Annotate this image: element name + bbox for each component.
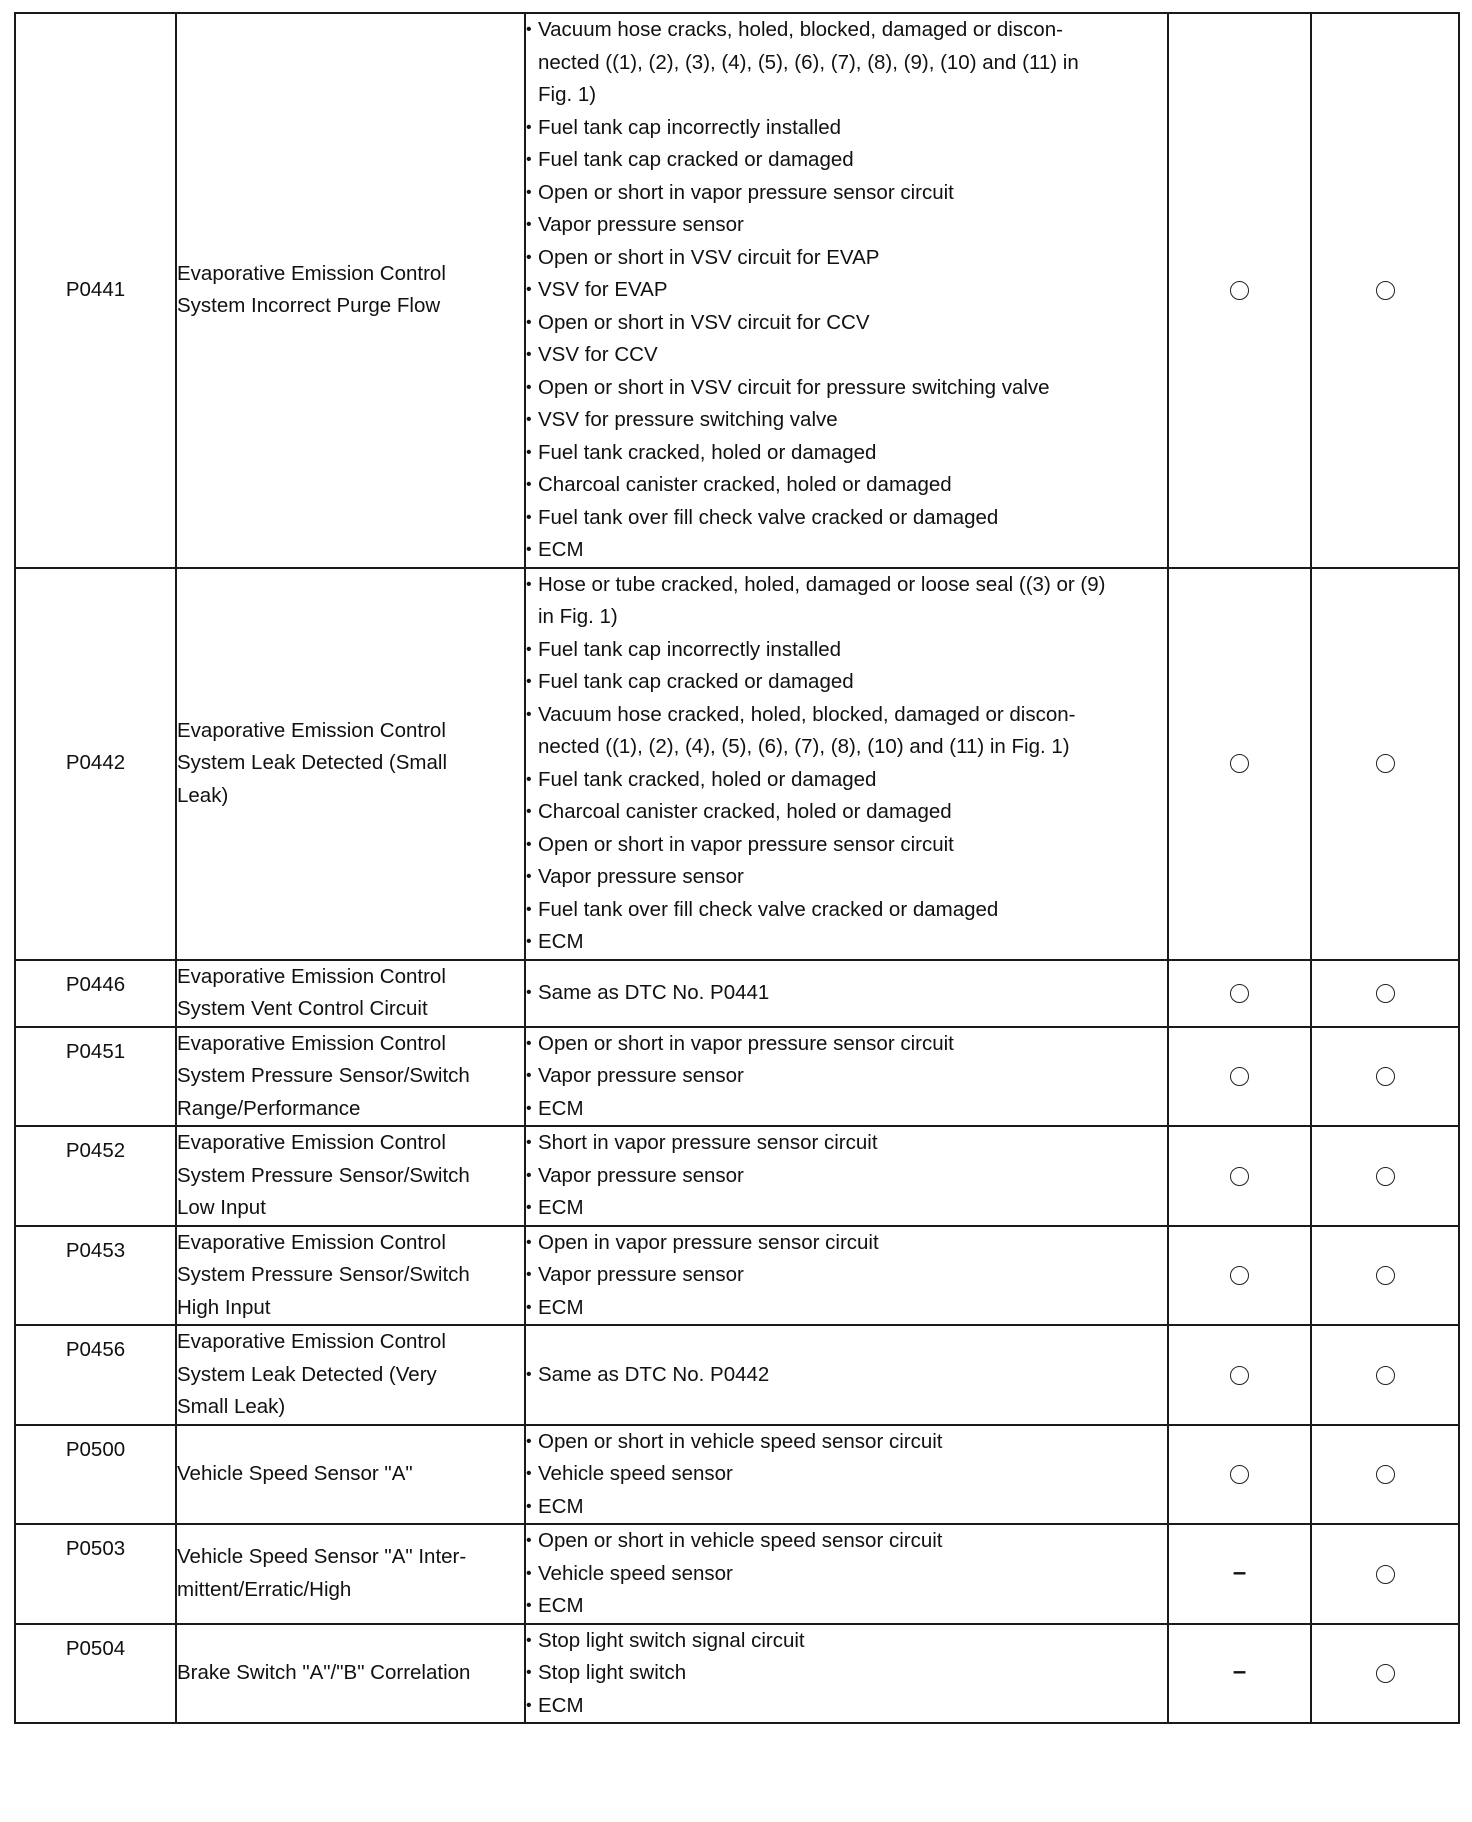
trouble-area-text: Fig. 1): [538, 83, 597, 106]
trouble-area-text: Open or short in vehicle speed sensor circuit: [538, 1429, 943, 1453]
dash-icon: –: [1232, 1558, 1247, 1586]
bullet-icon: •: [526, 933, 532, 950]
list-item: [526, 14, 1167, 112]
trouble-area-list: [526, 1359, 1167, 1392]
list-item: [526, 209, 1167, 242]
list-item: [526, 1292, 1167, 1325]
table-row: [15, 1524, 1459, 1624]
list-item: [526, 144, 1167, 177]
detection-item-text: Evaporative Emission Control: [177, 718, 446, 742]
trouble-area-cell: [525, 1425, 1168, 1525]
detection-item-text: mittent/Erratic/High: [177, 1577, 352, 1601]
bullet-icon: •: [526, 21, 532, 38]
trouble-area-text: Open or short in vapor pressure sensor circuit: [538, 832, 954, 856]
trouble-area-text: Open or short in VSV circuit for pressure switching valve: [538, 375, 1050, 399]
memory-cell: [1311, 13, 1459, 568]
trouble-area-text: Fuel tank cracked, holed or damaged: [538, 767, 877, 791]
mil-cell: [1168, 568, 1311, 960]
trouble-area-text: ECM: [538, 1096, 584, 1120]
trouble-area-text: Short in vapor pressure sensor circuit: [538, 1131, 878, 1154]
list-item: [526, 1127, 1167, 1160]
dtc-code: P0441: [65, 278, 126, 301]
bullet-icon: •: [526, 1631, 532, 1649]
list-item: [526, 1558, 1167, 1591]
list-item: [526, 634, 1167, 667]
detection-item-text: System Leak Detected (Very: [177, 1362, 437, 1386]
detection-item-cell: [176, 568, 525, 960]
list-item: [526, 1093, 1167, 1126]
mil-cell: [1168, 13, 1311, 568]
bullet-icon: •: [526, 673, 532, 690]
circle-icon: [1230, 1465, 1249, 1484]
list-item: [526, 1458, 1167, 1491]
list-item: [526, 861, 1167, 894]
memory-cell: [1311, 1624, 1459, 1724]
bullet-icon: •: [526, 770, 532, 788]
dtc-code-cell: [15, 1524, 176, 1624]
trouble-area-text: Open or short in vehicle speed sensor circuit: [538, 1529, 943, 1552]
memory-cell: [1311, 1325, 1459, 1425]
circle-icon: [1376, 1266, 1395, 1285]
table-row: [15, 960, 1459, 1027]
list-item: [526, 469, 1167, 502]
list-item: [526, 1028, 1167, 1061]
bullet-icon: •: [526, 868, 532, 885]
bullet-icon: •: [526, 541, 532, 558]
list-item: [526, 1160, 1167, 1193]
circle-icon: [1230, 1167, 1249, 1186]
detection-item-text: System Leak Detected (Small: [177, 751, 448, 775]
trouble-area-cell: [525, 1624, 1168, 1724]
list-item: [526, 1259, 1167, 1292]
bullet-icon: •: [526, 1034, 532, 1052]
memory-cell: [1311, 1524, 1459, 1624]
bullet-icon: •: [526, 118, 532, 136]
bullet-icon: •: [526, 248, 532, 266]
list-item: [526, 1690, 1167, 1723]
detection-item-text: Evaporative Emission Control: [177, 1230, 446, 1254]
trouble-area-text: ECM: [538, 538, 584, 561]
list-item: [526, 1060, 1167, 1093]
detection-item-text: High Input: [177, 1295, 271, 1319]
trouble-area-text: Stop light switch signal circuit: [538, 1628, 805, 1652]
bullet-icon: •: [526, 1233, 532, 1251]
trouble-area-text: Vapor pressure sensor: [538, 1163, 744, 1187]
dtc-table: [14, 12, 1460, 1724]
trouble-area-text: Fuel tank cap incorrectly installed: [538, 115, 842, 139]
detection-item-cell: [176, 1624, 525, 1724]
bullet-icon: •: [526, 1465, 532, 1482]
trouble-area-cell: [525, 1027, 1168, 1127]
detection-item-text: Evaporative Emission Control: [177, 964, 446, 988]
list-item: [526, 796, 1167, 829]
mil-cell: [1168, 1624, 1311, 1724]
table-row: [15, 1425, 1459, 1525]
trouble-area-text: Vapor pressure sensor: [538, 213, 744, 236]
circle-icon: [1376, 1167, 1395, 1186]
dtc-table-body: [15, 13, 1459, 1723]
trouble-area-list: [526, 14, 1167, 567]
mil-cell: [1168, 1027, 1311, 1127]
list-item: [526, 1227, 1167, 1260]
dtc-code: P0451: [65, 1039, 126, 1063]
circle-icon: [1230, 1067, 1249, 1086]
trouble-area-text: VSV for CCV: [538, 343, 658, 366]
dtc-code-cell: [15, 1425, 176, 1525]
trouble-area-cell: [525, 1126, 1168, 1226]
circle-icon: [1230, 1266, 1249, 1285]
trouble-area-text: nected ((1), (2), (4), (5), (6), (7), (8), (10) and (11) in Fig. 1): [538, 735, 1070, 758]
trouble-area-text: Charcoal canister cracked, holed or damaged: [538, 800, 952, 823]
bullet-icon: •: [526, 1432, 532, 1450]
circle-icon: [1376, 281, 1395, 300]
bullet-icon: •: [526, 1597, 532, 1614]
bullet-icon: •: [526, 281, 532, 298]
circle-icon: [1230, 1366, 1249, 1385]
dtc-code: P0446: [65, 972, 126, 996]
bullet-icon: •: [526, 476, 532, 493]
dtc-code-cell: [15, 1624, 176, 1724]
trouble-area-text: ECM: [538, 1494, 584, 1518]
mil-cell: [1168, 1226, 1311, 1326]
dtc-code-cell: [15, 1027, 176, 1127]
trouble-area-list: [526, 569, 1167, 959]
dtc-code: P0442: [65, 751, 126, 775]
bullet-icon: •: [526, 1166, 532, 1184]
list-item: [526, 242, 1167, 275]
circle-icon: [1376, 1366, 1395, 1385]
bullet-icon: •: [526, 443, 532, 461]
trouble-area-text: Fuel tank cap incorrectly installed: [538, 637, 842, 661]
detection-item-text: Leak): [177, 783, 229, 807]
trouble-area-cell: [525, 1325, 1168, 1425]
trouble-area-cell: [525, 1226, 1168, 1326]
detection-item-text: System Pressure Sensor/Switch: [177, 1263, 470, 1286]
trouble-area-list: [526, 1525, 1167, 1623]
bullet-icon: •: [526, 1266, 532, 1283]
list-item: [526, 699, 1167, 764]
detection-item-cell: [176, 1126, 525, 1226]
table-row: [15, 1226, 1459, 1326]
dtc-code-cell: [15, 1126, 176, 1226]
bullet-icon: •: [526, 1199, 532, 1216]
detection-item-cell: [176, 1425, 525, 1525]
trouble-area-text: Open or short in VSV circuit for CCV: [538, 310, 870, 334]
dtc-code: P0503: [65, 1537, 126, 1560]
dtc-code: P0453: [65, 1238, 126, 1262]
memory-cell: [1311, 568, 1459, 960]
list-item: [526, 1625, 1167, 1658]
bullet-icon: •: [526, 803, 532, 820]
detection-item-text: Range/Performance: [177, 1096, 361, 1120]
trouble-area-text: Open or short in vapor pressure sensor circuit: [538, 180, 954, 204]
detection-item-cell: [176, 960, 525, 1027]
trouble-area-text: in Fig. 1): [538, 605, 618, 628]
mil-cell: [1168, 1524, 1311, 1624]
list-item: [526, 339, 1167, 372]
detection-item-cell: [176, 1226, 525, 1326]
table-row: [15, 1027, 1459, 1127]
bullet-icon: •: [526, 346, 532, 363]
trouble-area-list: [526, 1625, 1167, 1723]
dtc-code-cell: [15, 960, 176, 1027]
trouble-area-text: ECM: [538, 1295, 584, 1319]
circle-icon: [1230, 281, 1249, 300]
trouble-area-text: nected ((1), (2), (3), (4), (5), (6), (7), (8), (9), (10) and (11) in: [538, 50, 1079, 74]
bullet-icon: •: [526, 183, 532, 201]
trouble-area-cell: [525, 960, 1168, 1027]
trouble-area-text: Fuel tank cap cracked or damaged: [538, 670, 854, 693]
detection-item-cell: [176, 1027, 525, 1127]
table-row: [15, 1126, 1459, 1226]
trouble-area-text: VSV for EVAP: [538, 278, 668, 301]
mil-cell: [1168, 960, 1311, 1027]
trouble-area-text: Hose or tube cracked, holed, damaged or loose seal ((3) or (9): [538, 572, 1106, 596]
trouble-area-cell: [525, 13, 1168, 568]
dtc-code: P0456: [65, 1338, 126, 1361]
circle-icon: [1376, 1664, 1395, 1683]
memory-cell: [1311, 1027, 1459, 1127]
list-item: [526, 666, 1167, 699]
trouble-area-text: Vehicle speed sensor: [538, 1462, 733, 1485]
detection-item-text: Vehicle Speed Sensor "A" Inter-: [177, 1545, 467, 1569]
detection-item-text: Evaporative Emission Control: [177, 1131, 446, 1154]
page: [14, 12, 1458, 1724]
table-row: [15, 13, 1459, 568]
bullet-icon: •: [526, 1134, 532, 1151]
dtc-code: P0500: [65, 1437, 126, 1461]
circle-icon: [1376, 1565, 1395, 1584]
dtc-code-cell: [15, 1226, 176, 1326]
bullet-icon: •: [526, 411, 532, 428]
trouble-area-text: Open in vapor pressure sensor circuit: [538, 1230, 879, 1254]
list-item: [526, 274, 1167, 307]
bullet-icon: •: [526, 1099, 532, 1117]
trouble-area-text: ECM: [538, 930, 584, 953]
list-item: [526, 894, 1167, 927]
list-item: [526, 437, 1167, 470]
list-item: [526, 764, 1167, 797]
bullet-icon: •: [526, 1532, 532, 1549]
trouble-area-text: Vacuum hose cracked, holed, blocked, damaged or discon-: [538, 702, 1076, 726]
trouble-area-list: [526, 1227, 1167, 1325]
bullet-icon: •: [526, 313, 532, 331]
dtc-code-cell: [15, 568, 176, 960]
trouble-area-text: Vapor pressure sensor: [538, 865, 744, 888]
dtc-code-cell: [15, 13, 176, 568]
trouble-area-text: Fuel tank cap cracked or damaged: [538, 148, 854, 171]
detection-item-text: Brake Switch "A"/"B" Correlation: [177, 1661, 471, 1684]
bullet-icon: •: [526, 1564, 532, 1582]
trouble-area-text: ECM: [538, 1693, 584, 1717]
detection-item-text: System Pressure Sensor/Switch: [177, 1163, 470, 1187]
trouble-area-text: Open or short in vapor pressure sensor circuit: [538, 1031, 954, 1055]
circle-icon: [1376, 1465, 1395, 1484]
detection-item-cell: [176, 1524, 525, 1624]
circle-icon: [1376, 984, 1395, 1003]
list-item: [526, 1657, 1167, 1690]
trouble-area-text: Vapor pressure sensor: [538, 1064, 744, 1087]
bullet-icon: •: [526, 1696, 532, 1714]
trouble-area-text: Vehicle speed sensor: [538, 1561, 733, 1585]
bullet-icon: •: [526, 575, 532, 593]
trouble-area-text: Fuel tank over fill check valve cracked or damaged: [538, 505, 999, 529]
bullet-icon: •: [526, 378, 532, 396]
trouble-area-text: Same as DTC No. P0441: [538, 980, 770, 1004]
list-item: [526, 1590, 1167, 1623]
detection-item-text: Low Input: [177, 1196, 266, 1219]
dtc-code: P0504: [65, 1636, 126, 1660]
trouble-area-cell: [525, 1524, 1168, 1624]
detection-item-cell: [176, 1325, 525, 1425]
circle-icon: [1230, 984, 1249, 1003]
trouble-area-list: [526, 1127, 1167, 1225]
list-item: [526, 926, 1167, 959]
list-item: [526, 404, 1167, 437]
table-row: [15, 1624, 1459, 1724]
list-item: [526, 569, 1167, 634]
trouble-area-text: VSV for pressure switching valve: [538, 408, 838, 431]
trouble-area-text: Same as DTC No. P0442: [538, 1362, 770, 1386]
memory-cell: [1311, 1126, 1459, 1226]
table-row: [15, 568, 1459, 960]
bullet-icon: •: [526, 1067, 532, 1084]
mil-cell: [1168, 1425, 1311, 1525]
trouble-area-text: ECM: [538, 1594, 584, 1617]
list-item: [526, 1359, 1167, 1392]
list-item: [526, 502, 1167, 535]
bullet-icon: •: [526, 835, 532, 853]
trouble-area-list: [526, 977, 1167, 1010]
list-item: [526, 1491, 1167, 1524]
mil-cell: [1168, 1126, 1311, 1226]
bullet-icon: •: [526, 1298, 532, 1316]
list-item: [526, 112, 1167, 145]
list-item: [526, 977, 1167, 1010]
bullet-icon: •: [526, 151, 532, 168]
dtc-code-cell: [15, 1325, 176, 1425]
list-item: [526, 1525, 1167, 1558]
bullet-icon: •: [526, 900, 532, 918]
list-item: [526, 372, 1167, 405]
trouble-area-cell: [525, 568, 1168, 960]
trouble-area-text: Vapor pressure sensor: [538, 1263, 744, 1286]
detection-item-text: System Vent Control Circuit: [177, 997, 428, 1020]
table-row: [15, 1325, 1459, 1425]
bullet-icon: •: [526, 1365, 532, 1383]
trouble-area-list: [526, 1426, 1167, 1524]
bullet-icon: •: [526, 705, 532, 723]
trouble-area-text: ECM: [538, 1196, 584, 1219]
bullet-icon: •: [526, 1497, 532, 1515]
detection-item-text: Vehicle Speed Sensor "A": [177, 1462, 413, 1485]
memory-cell: [1311, 960, 1459, 1027]
memory-cell: [1311, 1425, 1459, 1525]
detection-item-cell: [176, 13, 525, 568]
circle-icon: [1376, 1067, 1395, 1086]
trouble-area-list: [526, 1028, 1167, 1126]
list-item: [526, 177, 1167, 210]
list-item: [526, 1426, 1167, 1459]
memory-cell: [1311, 1226, 1459, 1326]
trouble-area-text: Vacuum hose cracks, holed, blocked, damaged or discon-: [538, 18, 1063, 41]
mil-cell: [1168, 1325, 1311, 1425]
trouble-area-text: Fuel tank cracked, holed or damaged: [538, 440, 877, 464]
circle-icon: [1230, 754, 1249, 773]
trouble-area-text: Open or short in VSV circuit for EVAP: [538, 245, 880, 269]
bullet-icon: •: [526, 508, 532, 526]
detection-item-text: Evaporative Emission Control: [177, 261, 446, 285]
list-item: [526, 1192, 1167, 1225]
bullet-icon: •: [526, 640, 532, 658]
circle-icon: [1376, 754, 1395, 773]
dtc-code: P0452: [65, 1139, 126, 1162]
bullet-icon: •: [526, 216, 532, 233]
list-item: [526, 534, 1167, 567]
trouble-area-text: Fuel tank over fill check valve cracked or damaged: [538, 897, 999, 921]
list-item: [526, 829, 1167, 862]
detection-item-text: Small Leak): [177, 1395, 286, 1418]
detection-item-text: System Incorrect Purge Flow: [177, 294, 441, 318]
trouble-area-text: Stop light switch: [538, 1661, 687, 1684]
bullet-icon: •: [526, 983, 532, 1001]
detection-item-text: System Pressure Sensor/Switch: [177, 1064, 470, 1087]
list-item: [526, 307, 1167, 340]
bullet-icon: •: [526, 1664, 532, 1681]
dash-icon: –: [1232, 1658, 1247, 1685]
detection-item-text: Evaporative Emission Control: [177, 1031, 446, 1055]
detection-item-text: Evaporative Emission Control: [177, 1330, 446, 1353]
trouble-area-text: Charcoal canister cracked, holed or damaged: [538, 473, 952, 496]
